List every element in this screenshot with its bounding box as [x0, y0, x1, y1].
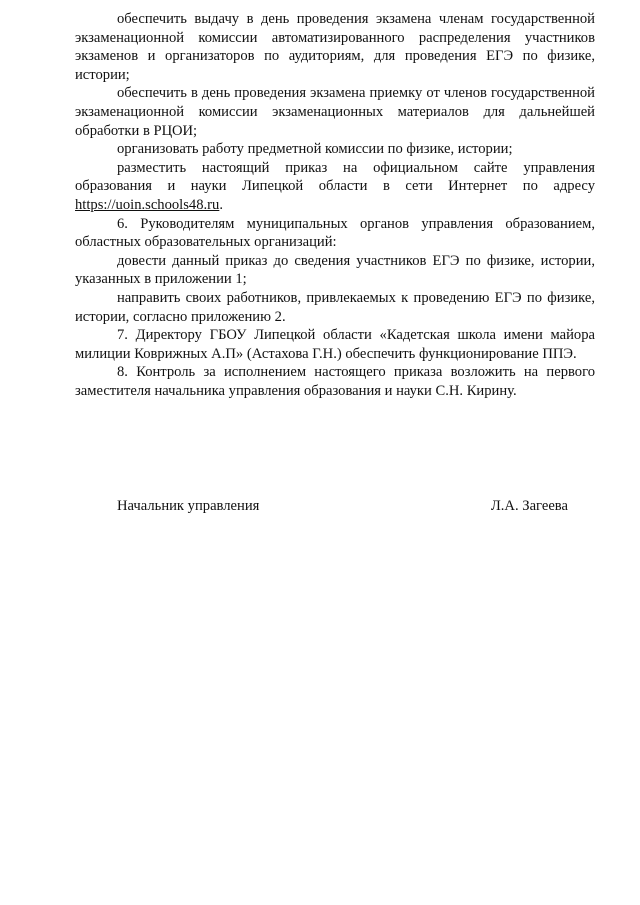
- paragraph-distribution: обеспечить выдачу в день проведения экзамена членам государственной экзаменационной комиссии автоматизированного распределения участников экзаменов и организаторов по аудиториям, для проведения ЕГЭ по физике, истории;: [75, 11, 595, 83]
- signature-name: Л.А. Загеева: [490, 498, 568, 514]
- paragraph-staff: направить своих работников, привлекаемых к проведению ЕГЭ по физике, истории, согласно приложению 2.: [75, 289, 595, 325]
- signature-block: [117, 497, 568, 515]
- paragraph-acceptance: обеспечить в день проведения экзамена приемку от членов государственной экзаменационной комиссии экзаменационных материалов для дальнейшей обработки в РЦОИ;: [75, 85, 595, 139]
- signature-title: Начальник управления: [117, 498, 260, 514]
- paragraph-site-end: .: [219, 196, 223, 213]
- paragraph-site: [75, 159, 595, 215]
- paragraph-site-text: разместить настоящий приказ на официальном сайте управления образования и науки Липецкой области в сети Интернет по адресу: [75, 159, 595, 195]
- paragraph-item-6: 6. Руководителям муниципальных органов управления образованием, областных образовательных организаций:: [75, 215, 595, 251]
- site-link[interactable]: https://uoin.schools48.ru: [75, 196, 220, 213]
- paragraph-item-8: 8. Контроль за исполнением настоящего приказа возложить на первого заместителя начальника управления образования и науки С.Н. Кирину.: [75, 364, 595, 399]
- paragraph-item-7: 7. Директору ГБОУ Липецкой области «Кадетская школа имени майора милиции Коврижных А.П» (Астахова Г.Н.) обеспечить функционирование ППЭ.: [75, 327, 595, 362]
- paragraph-inform: довести данный приказ до сведения участников ЕГЭ по физике, истории, указанных в приложении 1;: [75, 252, 595, 288]
- document-body: [75, 10, 595, 400]
- paragraph-commission: организовать работу предметной комиссии по физике, истории;: [117, 141, 513, 158]
